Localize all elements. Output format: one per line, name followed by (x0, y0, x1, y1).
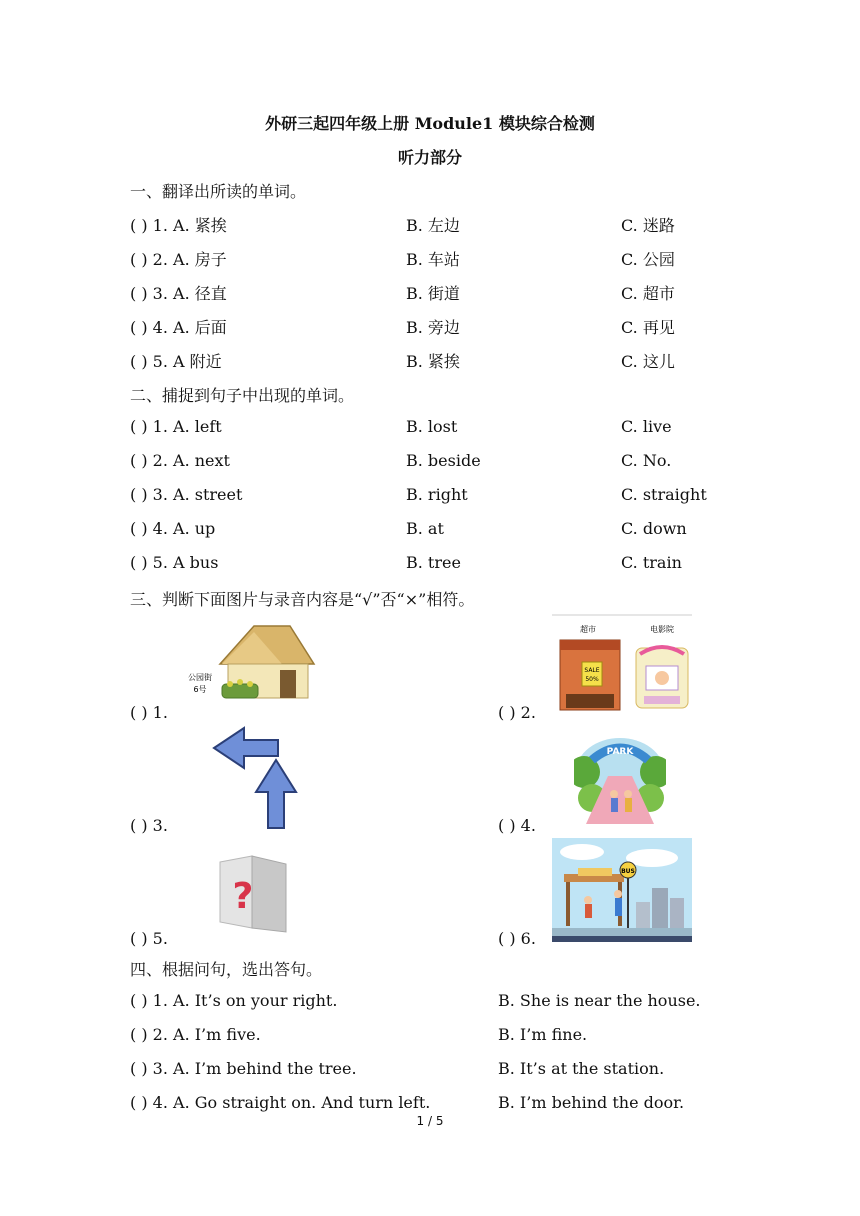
option-b: B. She is near the house. (498, 991, 701, 1010)
section4-row (130, 1059, 750, 1083)
section4-row (130, 1025, 750, 1049)
question-text: ( ) 2. A. next (130, 451, 230, 470)
option-c: C. 公园 (621, 250, 675, 269)
option-b: B. tree (406, 553, 461, 572)
bus-sign-text: BUS (621, 868, 635, 875)
question-text: ( ) 4. A. up (130, 519, 216, 538)
option-b: B. 街道 (406, 284, 460, 303)
sale-sign-percent: 50% (585, 676, 599, 683)
question-text: ( ) 5. A 附近 (130, 352, 222, 371)
question-text: ( ) 1. A. 紧挨 (130, 216, 227, 235)
picture-item-label: ( ) 3. (130, 816, 168, 835)
question-text: ( ) 5. A bus (130, 553, 219, 572)
picture-item-label: ( ) 5. (130, 929, 168, 948)
option-b: B. at (406, 519, 444, 538)
question-text: ( ) 4. A. 后面 (130, 318, 227, 337)
cinema-label: 电影院 (650, 625, 674, 634)
option-b: B. I’m fine. (498, 1025, 588, 1044)
option-b: B. beside (406, 451, 481, 470)
sale-sign-text: SALE (584, 667, 600, 674)
picture-item-label: ( ) 2. (498, 703, 536, 722)
section1-row (130, 281, 750, 305)
section1-heading: 一、翻译出所读的单词。 (130, 182, 307, 201)
option-c: C. 超市 (621, 284, 675, 303)
option-c: C. train (621, 553, 682, 572)
question-text: ( ) 3. A. street (130, 485, 243, 504)
section3-heading: 三、判断下面图片与录音内容是“√”否“×”相符。 (130, 590, 475, 609)
map-question-picture (216, 854, 290, 934)
section1-row (130, 315, 750, 339)
page-number: 1 / 5 (416, 1114, 444, 1128)
question-mark-icon: ? (232, 876, 254, 917)
section2-row (130, 417, 750, 441)
option-c: C. straight (621, 485, 707, 504)
section2-row (130, 485, 750, 509)
question-text: ( ) 1. A. left (130, 417, 222, 436)
option-c: C. live (621, 417, 672, 436)
arrows-picture (210, 724, 306, 832)
section2-heading: 二、捕捉到句子中出现的单词。 (130, 386, 355, 405)
question-text: ( ) 1. A. It’s on your right. (130, 991, 338, 1010)
picture-item-label: ( ) 4. (498, 816, 536, 835)
section4-heading: 四、根据问句，选出答句。 (130, 960, 323, 979)
question-text: ( ) 2. A. I’m five. (130, 1025, 261, 1044)
question-text: ( ) 2. A. 房子 (130, 250, 227, 269)
park-sign-text: PARK (606, 747, 634, 757)
park-picture (574, 732, 666, 826)
arrow-left-icon (214, 728, 278, 768)
picture-item-label: ( ) 6. (498, 929, 536, 948)
page-subtitle: 听力部分 (397, 148, 462, 167)
map-right-panel (252, 856, 286, 932)
section1-row (130, 349, 750, 373)
option-c: C. 迷路 (621, 216, 675, 235)
option-c: C. 这儿 (621, 352, 675, 371)
picture-item-label: ( ) 1. (130, 703, 168, 722)
question-text: ( ) 3. A. 径直 (130, 284, 227, 303)
question-text: ( ) 4. A. Go straight on. And turn left. (130, 1093, 431, 1112)
option-b: B. lost (406, 417, 458, 436)
section2-row (130, 553, 750, 577)
option-c: C. down (621, 519, 687, 538)
option-b: B. 车站 (406, 250, 460, 269)
question-text: ( ) 3. A. I’m behind the tree. (130, 1059, 357, 1078)
section4-row (130, 991, 750, 1015)
option-c: C. No. (621, 451, 672, 470)
section1-row (130, 213, 750, 237)
option-b: B. 紧挨 (406, 352, 460, 371)
section2-row (130, 451, 750, 475)
supermarket-label: 超市 (580, 625, 596, 634)
house-bushes (222, 684, 258, 698)
section1-row (130, 247, 750, 271)
shops-picture (552, 614, 692, 712)
option-b: B. I’m behind the door. (498, 1093, 685, 1112)
option-b: B. 左边 (406, 216, 460, 235)
arrow-up-icon (256, 760, 296, 828)
bus-stop-picture (552, 838, 692, 942)
page-title: 外研三起四年级上册 Module1 模块综合检测 (265, 114, 595, 133)
option-b: B. 旁边 (406, 318, 460, 337)
option-c: C. 再见 (621, 318, 675, 337)
section2-row (130, 519, 750, 543)
house-sign-line1: 公园街 (188, 673, 212, 682)
option-b: B. It’s at the station. (498, 1059, 665, 1078)
house-sign-line2: 6号 (193, 685, 207, 694)
house-picture (182, 612, 324, 702)
option-b: B. right (406, 485, 468, 504)
house-door (280, 670, 296, 698)
